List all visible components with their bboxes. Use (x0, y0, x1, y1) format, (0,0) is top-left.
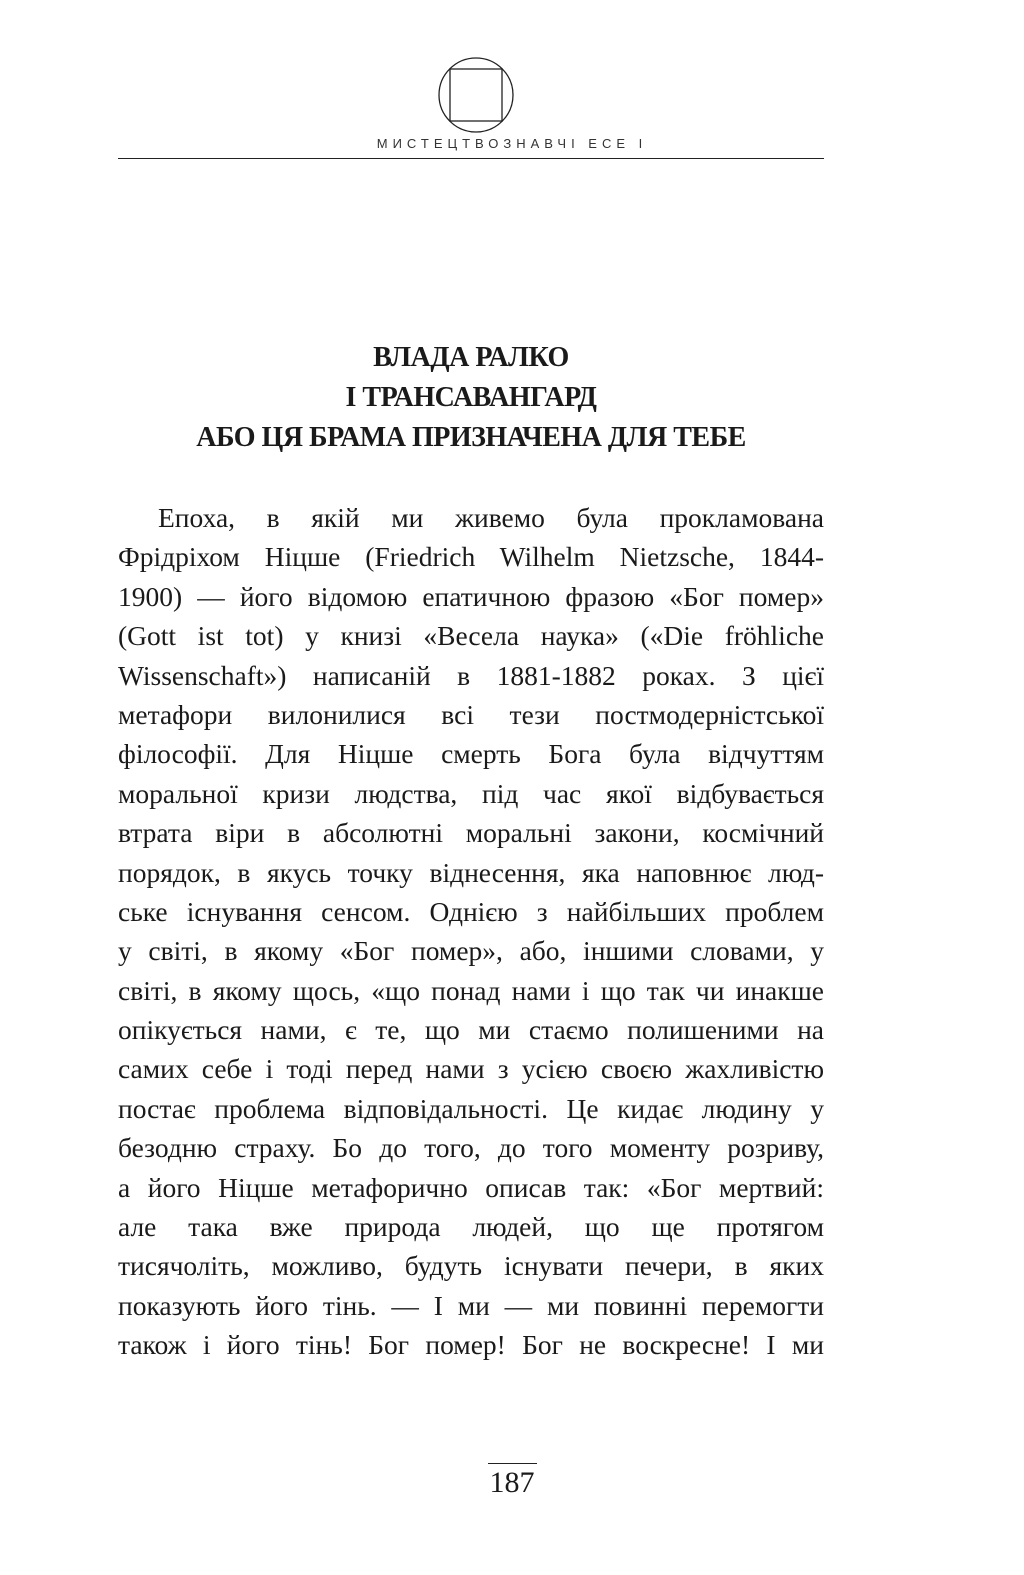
body-line: але така вже природа людей, що ще протягом (118, 1211, 824, 1243)
body-line: Фрідріхом Ніцше (Friedrich Wilhelm Nietzsche, 1844- (118, 541, 824, 573)
essay-title (118, 338, 824, 458)
body-line: самих себе і тоді перед нами з усією своєю жахливістю (118, 1053, 824, 1085)
body-line: Wissenschaft») написаній в 1881-1882 роках. З цієї (118, 659, 824, 691)
circle-square-emblem-icon (431, 50, 521, 140)
body-line: опікується нами, є те, що ми стаємо полишеними на (118, 1014, 824, 1046)
body-line: Епоха, в якій ми живемо була прокламована (158, 502, 824, 533)
essay-title-line-1: ВЛАДА РАЛКО (373, 342, 569, 373)
body-line: метафори вилонилися всі тези постмодерністської (118, 698, 824, 730)
body-line: також і його тінь! Бог помер! Бог не воскресне! І ми (118, 1329, 824, 1361)
body-line: порядок, в якусь точку віднесення, яка наповнює люд- (118, 856, 824, 888)
body-line: показують його тінь. — І ми — ми повинні перемогти (118, 1289, 824, 1321)
body-line: ське існування сенсом. Однією з найбільших проблем (118, 895, 824, 927)
body-line: 1900) — його відомою епатичною фразою «Бог помер» (118, 580, 824, 612)
body-line: постає проблема відповідальності. Це кидає людину у (118, 1092, 824, 1124)
body-line: (Gott ist tot) у книзі «Весела наука» («Die fröhliche (118, 620, 824, 652)
body-line: втрата віри в абсолютні моральні закони, космічний (118, 817, 824, 849)
header-rule (118, 158, 824, 159)
body-line: а його Ніцше метафорично описав так: «Бог мертвий: (118, 1171, 824, 1203)
page-number: 187 (488, 1463, 537, 1499)
running-header: МИСТЕЦТВОЗНАВЧІ ЕСЕ І (376, 136, 648, 151)
body-line: світі, в якому щось, «що понад нами і що так чи инакше (118, 974, 824, 1006)
essay-title-line-2: І ТРАНСАВАНГАРД (345, 382, 597, 413)
body-line: філософії. Для Ніцше смерть Бога була відчуттям (118, 738, 824, 770)
body-line: моральної кризи людства, під час якої відбувається (118, 777, 824, 809)
page-number-block (0, 1466, 1024, 1500)
body-paragraph (118, 498, 824, 1365)
body-line: у світі, в якому «Бог помер», або, іншими словами, у (118, 935, 824, 967)
body-line: безодню страху. Бо до того, до того моменту розриву, (118, 1132, 824, 1164)
essay-title-line-3: АБО ЦЯ БРАМА ПРИЗНАЧЕНА ДЛЯ ТЕБЕ (196, 422, 746, 453)
body-line: тисячоліть, можливо, будуть існувати печери, в яких (118, 1250, 824, 1282)
